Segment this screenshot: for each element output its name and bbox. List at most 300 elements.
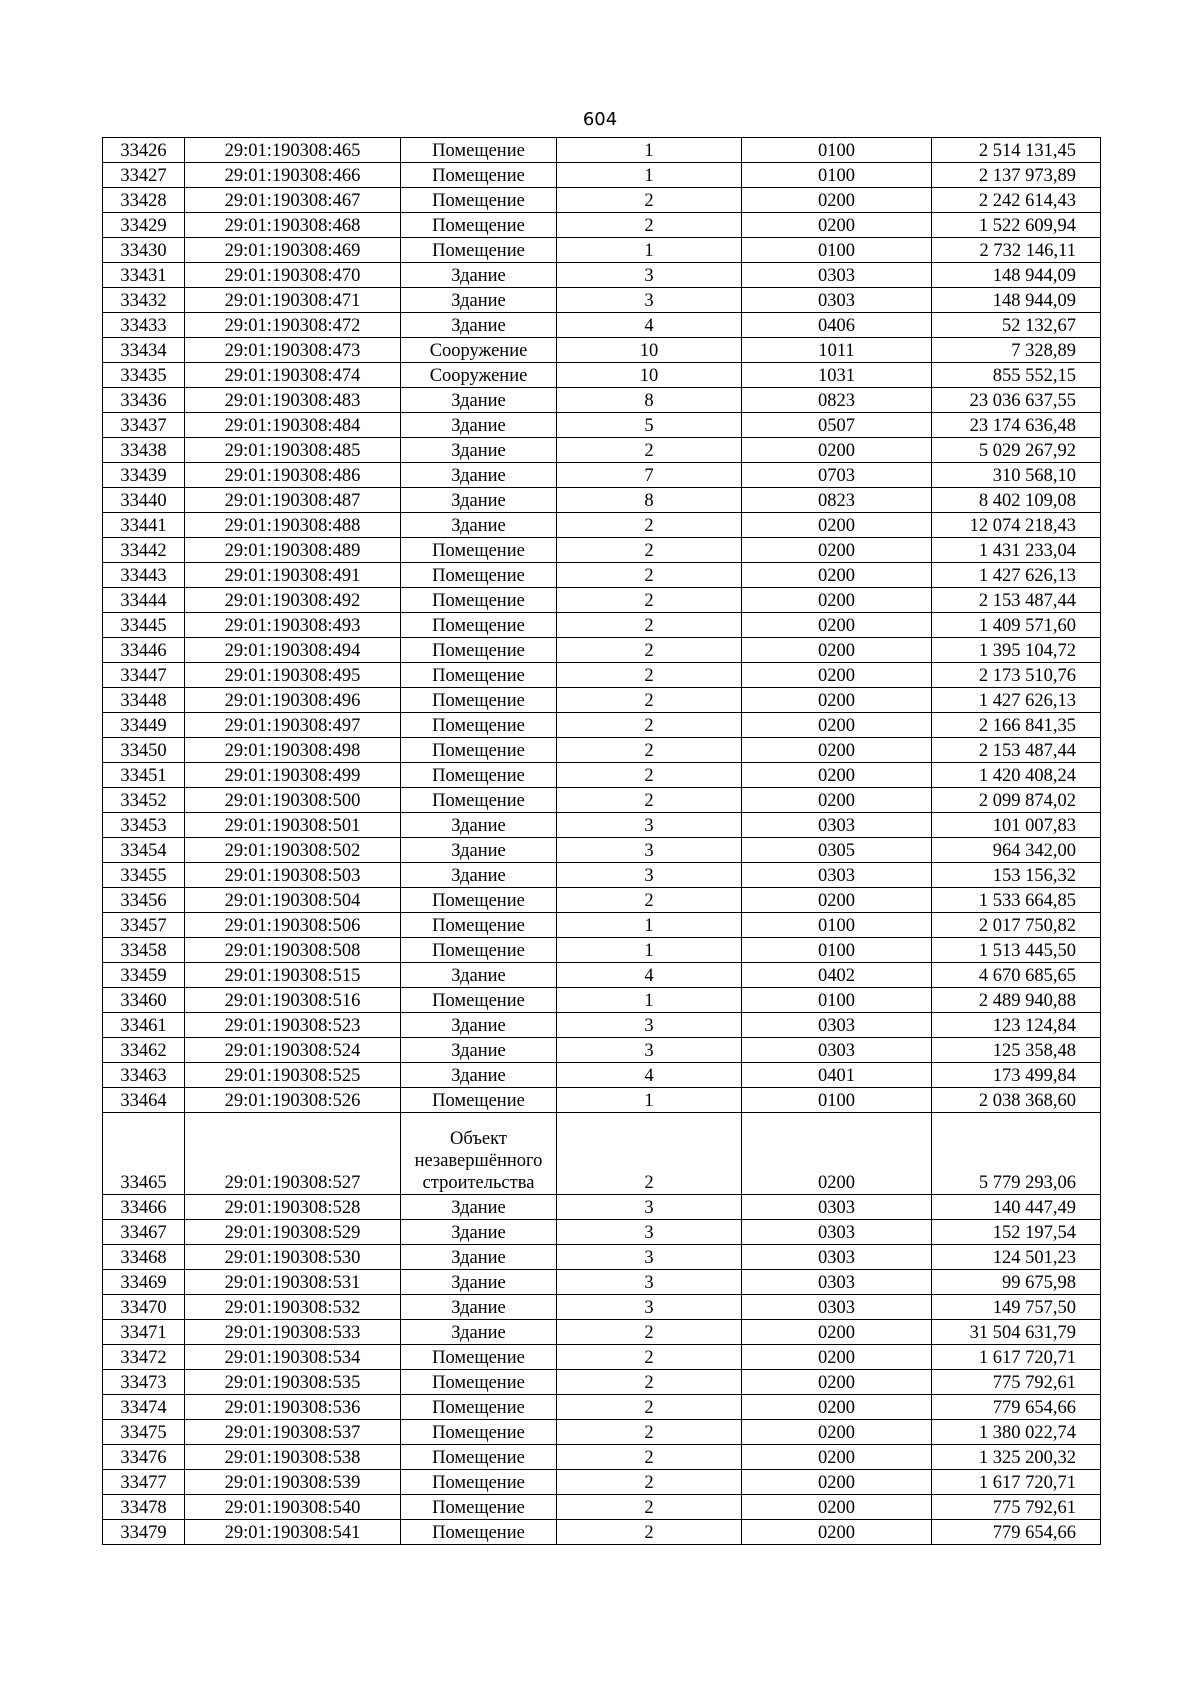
cadastral-value-cell: 148 944,09 xyxy=(932,288,1101,313)
row-number-cell: 33454 xyxy=(103,838,185,863)
cadastral-value-cell: 1 395 104,72 xyxy=(932,638,1101,663)
object-type-cell: Помещение xyxy=(401,688,557,713)
subgroup-cell: 0200 xyxy=(742,1420,932,1445)
cadastral-number-cell: 29:01:190308:536 xyxy=(185,1395,401,1420)
row-number-cell: 33431 xyxy=(103,263,185,288)
subgroup-cell: 0200 xyxy=(742,738,932,763)
cadastral-value-cell: 310 568,10 xyxy=(932,463,1101,488)
subgroup-cell: 0200 xyxy=(742,763,932,788)
cadastral-number-cell: 29:01:190308:468 xyxy=(185,213,401,238)
group-cell: 4 xyxy=(557,963,742,988)
group-cell: 3 xyxy=(557,1245,742,1270)
subgroup-cell: 0100 xyxy=(742,163,932,188)
cadastral-number-cell: 29:01:190308:469 xyxy=(185,238,401,263)
subgroup-cell: 0200 xyxy=(742,713,932,738)
group-cell: 10 xyxy=(557,363,742,388)
table-row xyxy=(103,388,1101,413)
group-cell: 2 xyxy=(557,213,742,238)
table-row xyxy=(103,238,1101,263)
table-row xyxy=(103,988,1101,1013)
object-type-cell: Здание xyxy=(401,263,557,288)
table-row xyxy=(103,1220,1101,1245)
cadastral-value-cell: 2 099 874,02 xyxy=(932,788,1101,813)
cadastral-number-cell: 29:01:190308:531 xyxy=(185,1270,401,1295)
table-row xyxy=(103,963,1101,988)
cadastral-number-cell: 29:01:190308:474 xyxy=(185,363,401,388)
cadastral-number-cell: 29:01:190308:524 xyxy=(185,1038,401,1063)
cadastral-value-cell: 5 779 293,06 xyxy=(932,1113,1101,1195)
cadastral-number-cell: 29:01:190308:466 xyxy=(185,163,401,188)
row-number-cell: 33426 xyxy=(103,138,185,163)
cadastral-value-cell: 1 420 408,24 xyxy=(932,763,1101,788)
row-number-cell: 33479 xyxy=(103,1520,185,1545)
cadastral-value-cell: 1 325 200,32 xyxy=(932,1445,1101,1470)
subgroup-cell: 0823 xyxy=(742,388,932,413)
group-cell: 4 xyxy=(557,1063,742,1088)
cadastral-number-cell: 29:01:190308:472 xyxy=(185,313,401,338)
group-cell: 2 xyxy=(557,588,742,613)
cadastral-value-cell: 1 427 626,13 xyxy=(932,563,1101,588)
object-type-cell: Помещение xyxy=(401,1520,557,1545)
table-row xyxy=(103,263,1101,288)
subgroup-cell: 0200 xyxy=(742,663,932,688)
table-row xyxy=(103,288,1101,313)
row-number-cell: 33436 xyxy=(103,388,185,413)
subgroup-cell: 0100 xyxy=(742,238,932,263)
table-row xyxy=(103,138,1101,163)
row-number-cell: 33435 xyxy=(103,363,185,388)
table-row xyxy=(103,813,1101,838)
table-row xyxy=(103,1395,1101,1420)
cadastral-number-cell: 29:01:190308:534 xyxy=(185,1345,401,1370)
subgroup-cell: 0200 xyxy=(742,688,932,713)
table-row xyxy=(103,1245,1101,1270)
object-type-cell: Помещение xyxy=(401,563,557,588)
cadastral-value-cell: 4 670 685,65 xyxy=(932,963,1101,988)
cadastral-number-cell: 29:01:190308:470 xyxy=(185,263,401,288)
group-cell: 2 xyxy=(557,738,742,763)
object-type-cell: Помещение xyxy=(401,763,557,788)
cadastral-value-cell: 31 504 631,79 xyxy=(932,1320,1101,1345)
cadastral-number-cell: 29:01:190308:537 xyxy=(185,1420,401,1445)
subgroup-cell: 0823 xyxy=(742,488,932,513)
subgroup-cell: 0100 xyxy=(742,138,932,163)
object-type-cell: Здание xyxy=(401,1195,557,1220)
cadastral-number-cell: 29:01:190308:539 xyxy=(185,1470,401,1495)
group-cell: 1 xyxy=(557,163,742,188)
object-type-cell: Помещение xyxy=(401,713,557,738)
object-type-cell: Помещение xyxy=(401,913,557,938)
cadastral-value-cell: 779 654,66 xyxy=(932,1395,1101,1420)
table-row xyxy=(103,588,1101,613)
cadastral-number-cell: 29:01:190308:533 xyxy=(185,1320,401,1345)
group-cell: 8 xyxy=(557,388,742,413)
group-cell: 1 xyxy=(557,988,742,1013)
row-number-cell: 33455 xyxy=(103,863,185,888)
table-row xyxy=(103,1063,1101,1088)
cadastral-value-cell: 2 514 131,45 xyxy=(932,138,1101,163)
row-number-cell: 33450 xyxy=(103,738,185,763)
group-cell: 8 xyxy=(557,488,742,513)
row-number-cell: 33469 xyxy=(103,1270,185,1295)
registry-table-body xyxy=(103,138,1101,1545)
row-number-cell: 33461 xyxy=(103,1013,185,1038)
subgroup-cell: 0200 xyxy=(742,1495,932,1520)
cadastral-value-cell: 124 501,23 xyxy=(932,1245,1101,1270)
group-cell: 2 xyxy=(557,1345,742,1370)
row-number-cell: 33465 xyxy=(103,1113,185,1195)
group-cell: 2 xyxy=(557,1320,742,1345)
row-number-cell: 33464 xyxy=(103,1088,185,1113)
cadastral-number-cell: 29:01:190308:501 xyxy=(185,813,401,838)
row-number-cell: 33433 xyxy=(103,313,185,338)
cadastral-number-cell: 29:01:190308:493 xyxy=(185,613,401,638)
object-type-cell: Здание xyxy=(401,463,557,488)
row-number-cell: 33451 xyxy=(103,763,185,788)
row-number-cell: 33475 xyxy=(103,1420,185,1445)
cadastral-value-cell: 23 036 637,55 xyxy=(932,388,1101,413)
object-type-cell: Помещение xyxy=(401,1495,557,1520)
cadastral-value-cell: 2 038 368,60 xyxy=(932,1088,1101,1113)
object-type-cell: Здание xyxy=(401,388,557,413)
group-cell: 1 xyxy=(557,238,742,263)
object-type-cell: Здание xyxy=(401,813,557,838)
row-number-cell: 33440 xyxy=(103,488,185,513)
row-number-cell: 33449 xyxy=(103,713,185,738)
object-type-cell: Здание xyxy=(401,513,557,538)
subgroup-cell: 0200 xyxy=(742,638,932,663)
row-number-cell: 33429 xyxy=(103,213,185,238)
object-type-cell: Здание xyxy=(401,1038,557,1063)
group-cell: 2 xyxy=(557,1113,742,1195)
object-type-cell: Здание xyxy=(401,1245,557,1270)
cadastral-value-cell: 52 132,67 xyxy=(932,313,1101,338)
cadastral-value-cell: 1 427 626,13 xyxy=(932,688,1101,713)
row-number-cell: 33443 xyxy=(103,563,185,588)
group-cell: 2 xyxy=(557,1495,742,1520)
object-type-cell: Помещение xyxy=(401,1445,557,1470)
table-row xyxy=(103,688,1101,713)
row-number-cell: 33457 xyxy=(103,913,185,938)
table-row xyxy=(103,1420,1101,1445)
table-row xyxy=(103,488,1101,513)
group-cell: 2 xyxy=(557,1395,742,1420)
object-type-cell: Здание xyxy=(401,838,557,863)
group-cell: 2 xyxy=(557,613,742,638)
group-cell: 2 xyxy=(557,888,742,913)
subgroup-cell: 0703 xyxy=(742,463,932,488)
subgroup-cell: 0303 xyxy=(742,1245,932,1270)
row-number-cell: 33468 xyxy=(103,1245,185,1270)
object-type-cell: Объект незавершённого строительства xyxy=(401,1113,557,1195)
row-number-cell: 33456 xyxy=(103,888,185,913)
cadastral-number-cell: 29:01:190308:532 xyxy=(185,1295,401,1320)
row-number-cell: 33476 xyxy=(103,1445,185,1470)
cadastral-value-cell: 2 166 841,35 xyxy=(932,713,1101,738)
cadastral-number-cell: 29:01:190308:488 xyxy=(185,513,401,538)
row-number-cell: 33474 xyxy=(103,1395,185,1420)
group-cell: 1 xyxy=(557,913,742,938)
subgroup-cell: 0303 xyxy=(742,1270,932,1295)
group-cell: 2 xyxy=(557,1520,742,1545)
subgroup-cell: 0200 xyxy=(742,1370,932,1395)
object-type-cell: Здание xyxy=(401,1013,557,1038)
cadastral-value-cell: 12 074 218,43 xyxy=(932,513,1101,538)
object-type-cell: Здание xyxy=(401,413,557,438)
group-cell: 2 xyxy=(557,763,742,788)
subgroup-cell: 0200 xyxy=(742,1345,932,1370)
cadastral-value-cell: 2 732 146,11 xyxy=(932,238,1101,263)
cadastral-number-cell: 29:01:190308:485 xyxy=(185,438,401,463)
cadastral-number-cell: 29:01:190308:471 xyxy=(185,288,401,313)
page-number: 604 xyxy=(582,109,618,130)
cadastral-value-cell: 153 156,32 xyxy=(932,863,1101,888)
subgroup-cell: 0200 xyxy=(742,1470,932,1495)
group-cell: 3 xyxy=(557,263,742,288)
row-number-cell: 33441 xyxy=(103,513,185,538)
row-number-cell: 33478 xyxy=(103,1495,185,1520)
object-type-cell: Помещение xyxy=(401,738,557,763)
row-number-cell: 33463 xyxy=(103,1063,185,1088)
group-cell: 2 xyxy=(557,663,742,688)
table-row xyxy=(103,188,1101,213)
object-type-cell: Помещение xyxy=(401,888,557,913)
object-type-cell: Здание xyxy=(401,1270,557,1295)
subgroup-cell: 0200 xyxy=(742,588,932,613)
table-row xyxy=(103,863,1101,888)
cadastral-number-cell: 29:01:190308:495 xyxy=(185,663,401,688)
row-number-cell: 33446 xyxy=(103,638,185,663)
table-row xyxy=(103,1345,1101,1370)
object-type-cell: Здание xyxy=(401,863,557,888)
table-row xyxy=(103,513,1101,538)
table-row xyxy=(103,738,1101,763)
row-number-cell: 33428 xyxy=(103,188,185,213)
cadastral-value-cell: 23 174 636,48 xyxy=(932,413,1101,438)
row-number-cell: 33444 xyxy=(103,588,185,613)
subgroup-cell: 0200 xyxy=(742,1113,932,1195)
object-type-cell: Здание xyxy=(401,438,557,463)
subgroup-cell: 0406 xyxy=(742,313,932,338)
table-row xyxy=(103,1470,1101,1495)
object-type-cell: Помещение xyxy=(401,1370,557,1395)
object-type-cell: Помещение xyxy=(401,788,557,813)
cadastral-number-cell: 29:01:190308:541 xyxy=(185,1520,401,1545)
group-cell: 2 xyxy=(557,513,742,538)
group-cell: 3 xyxy=(557,1270,742,1295)
row-number-cell: 33459 xyxy=(103,963,185,988)
subgroup-cell: 1031 xyxy=(742,363,932,388)
cadastral-value-cell: 2 242 614,43 xyxy=(932,188,1101,213)
row-number-cell: 33427 xyxy=(103,163,185,188)
cadastral-value-cell: 964 342,00 xyxy=(932,838,1101,863)
registry-table xyxy=(102,137,1101,1545)
group-cell: 3 xyxy=(557,288,742,313)
cadastral-value-cell: 152 197,54 xyxy=(932,1220,1101,1245)
cadastral-value-cell: 149 757,50 xyxy=(932,1295,1101,1320)
cadastral-number-cell: 29:01:190308:473 xyxy=(185,338,401,363)
group-cell: 3 xyxy=(557,1013,742,1038)
subgroup-cell: 0200 xyxy=(742,1395,932,1420)
subgroup-cell: 0200 xyxy=(742,1520,932,1545)
object-type-cell: Помещение xyxy=(401,163,557,188)
table-row xyxy=(103,713,1101,738)
cadastral-number-cell: 29:01:190308:496 xyxy=(185,688,401,713)
object-type-cell: Помещение xyxy=(401,188,557,213)
object-type-cell: Помещение xyxy=(401,238,557,263)
group-cell: 3 xyxy=(557,813,742,838)
cadastral-number-cell: 29:01:190308:486 xyxy=(185,463,401,488)
cadastral-value-cell: 779 654,66 xyxy=(932,1520,1101,1545)
group-cell: 2 xyxy=(557,1470,742,1495)
cadastral-value-cell: 2 153 487,44 xyxy=(932,588,1101,613)
cadastral-number-cell: 29:01:190308:494 xyxy=(185,638,401,663)
table-row xyxy=(103,163,1101,188)
cadastral-number-cell: 29:01:190308:500 xyxy=(185,788,401,813)
cadastral-number-cell: 29:01:190308:504 xyxy=(185,888,401,913)
subgroup-cell: 0200 xyxy=(742,788,932,813)
row-number-cell: 33466 xyxy=(103,1195,185,1220)
group-cell: 2 xyxy=(557,188,742,213)
cadastral-number-cell: 29:01:190308:515 xyxy=(185,963,401,988)
table-row xyxy=(103,1113,1101,1195)
group-cell: 4 xyxy=(557,313,742,338)
cadastral-number-cell: 29:01:190308:527 xyxy=(185,1113,401,1195)
cadastral-number-cell: 29:01:190308:484 xyxy=(185,413,401,438)
table-row xyxy=(103,663,1101,688)
object-type-cell: Помещение xyxy=(401,1420,557,1445)
cadastral-value-cell: 7 328,89 xyxy=(932,338,1101,363)
cadastral-value-cell: 775 792,61 xyxy=(932,1370,1101,1395)
table-row xyxy=(103,1270,1101,1295)
cadastral-value-cell: 140 447,49 xyxy=(932,1195,1101,1220)
table-row xyxy=(103,1370,1101,1395)
row-number-cell: 33467 xyxy=(103,1220,185,1245)
object-type-cell: Сооружение xyxy=(401,338,557,363)
cadastral-value-cell: 2 173 510,76 xyxy=(932,663,1101,688)
table-row xyxy=(103,1038,1101,1063)
cadastral-value-cell: 1 409 571,60 xyxy=(932,613,1101,638)
table-row xyxy=(103,763,1101,788)
row-number-cell: 33462 xyxy=(103,1038,185,1063)
cadastral-value-cell: 2 489 940,88 xyxy=(932,988,1101,1013)
cadastral-value-cell: 8 402 109,08 xyxy=(932,488,1101,513)
table-row xyxy=(103,788,1101,813)
subgroup-cell: 0401 xyxy=(742,1063,932,1088)
cadastral-value-cell: 2 153 487,44 xyxy=(932,738,1101,763)
object-type-cell: Здание xyxy=(401,488,557,513)
table-row xyxy=(103,363,1101,388)
table-row xyxy=(103,1013,1101,1038)
row-number-cell: 33434 xyxy=(103,338,185,363)
cadastral-value-cell: 2 137 973,89 xyxy=(932,163,1101,188)
cadastral-number-cell: 29:01:190308:503 xyxy=(185,863,401,888)
group-cell: 2 xyxy=(557,1445,742,1470)
object-type-cell: Помещение xyxy=(401,1470,557,1495)
table-row xyxy=(103,413,1101,438)
object-type-cell: Помещение xyxy=(401,1088,557,1113)
row-number-cell: 33470 xyxy=(103,1295,185,1320)
object-type-cell: Помещение xyxy=(401,138,557,163)
subgroup-cell: 0303 xyxy=(742,1195,932,1220)
group-cell: 3 xyxy=(557,838,742,863)
object-type-cell: Помещение xyxy=(401,613,557,638)
subgroup-cell: 0100 xyxy=(742,913,932,938)
subgroup-cell: 0200 xyxy=(742,188,932,213)
cadastral-number-cell: 29:01:190308:506 xyxy=(185,913,401,938)
cadastral-value-cell: 123 124,84 xyxy=(932,1013,1101,1038)
row-number-cell: 33445 xyxy=(103,613,185,638)
group-cell: 2 xyxy=(557,1420,742,1445)
cadastral-number-cell: 29:01:190308:487 xyxy=(185,488,401,513)
object-type-cell: Помещение xyxy=(401,1345,557,1370)
row-number-cell: 33430 xyxy=(103,238,185,263)
table-row xyxy=(103,1320,1101,1345)
object-type-cell: Помещение xyxy=(401,663,557,688)
group-cell: 2 xyxy=(557,713,742,738)
object-type-cell: Помещение xyxy=(401,538,557,563)
table-row xyxy=(103,913,1101,938)
cadastral-value-cell: 855 552,15 xyxy=(932,363,1101,388)
cadastral-number-cell: 29:01:190308:540 xyxy=(185,1495,401,1520)
subgroup-cell: 0303 xyxy=(742,1295,932,1320)
cadastral-value-cell: 173 499,84 xyxy=(932,1063,1101,1088)
cadastral-number-cell: 29:01:190308:538 xyxy=(185,1445,401,1470)
cadastral-number-cell: 29:01:190308:525 xyxy=(185,1063,401,1088)
subgroup-cell: 0200 xyxy=(742,438,932,463)
subgroup-cell: 0507 xyxy=(742,413,932,438)
cadastral-number-cell: 29:01:190308:516 xyxy=(185,988,401,1013)
group-cell: 1 xyxy=(557,138,742,163)
cadastral-value-cell: 125 358,48 xyxy=(932,1038,1101,1063)
subgroup-cell: 0402 xyxy=(742,963,932,988)
table-row xyxy=(103,313,1101,338)
table-row xyxy=(103,838,1101,863)
group-cell: 1 xyxy=(557,1088,742,1113)
cadastral-value-cell: 99 675,98 xyxy=(932,1270,1101,1295)
subgroup-cell: 0305 xyxy=(742,838,932,863)
table-row xyxy=(103,1195,1101,1220)
cadastral-number-cell: 29:01:190308:465 xyxy=(185,138,401,163)
table-row xyxy=(103,1520,1101,1545)
subgroup-cell: 0200 xyxy=(742,613,932,638)
cadastral-value-cell: 1 380 022,74 xyxy=(932,1420,1101,1445)
table-row xyxy=(103,563,1101,588)
subgroup-cell: 0100 xyxy=(742,988,932,1013)
object-type-cell: Здание xyxy=(401,1320,557,1345)
table-row xyxy=(103,213,1101,238)
cadastral-number-cell: 29:01:190308:492 xyxy=(185,588,401,613)
subgroup-cell: 0200 xyxy=(742,538,932,563)
cadastral-number-cell: 29:01:190308:491 xyxy=(185,563,401,588)
row-number-cell: 33460 xyxy=(103,988,185,1013)
cadastral-value-cell: 1 617 720,71 xyxy=(932,1470,1101,1495)
table-row xyxy=(103,638,1101,663)
object-type-cell: Здание xyxy=(401,1063,557,1088)
cadastral-number-cell: 29:01:190308:526 xyxy=(185,1088,401,1113)
group-cell: 3 xyxy=(557,1195,742,1220)
row-number-cell: 33438 xyxy=(103,438,185,463)
group-cell: 7 xyxy=(557,463,742,488)
cadastral-number-cell: 29:01:190308:535 xyxy=(185,1370,401,1395)
row-number-cell: 33448 xyxy=(103,688,185,713)
cadastral-value-cell: 1 522 609,94 xyxy=(932,213,1101,238)
table-row xyxy=(103,538,1101,563)
table-row xyxy=(103,1088,1101,1113)
group-cell: 3 xyxy=(557,1038,742,1063)
cadastral-value-cell: 1 533 664,85 xyxy=(932,888,1101,913)
row-number-cell: 33447 xyxy=(103,663,185,688)
